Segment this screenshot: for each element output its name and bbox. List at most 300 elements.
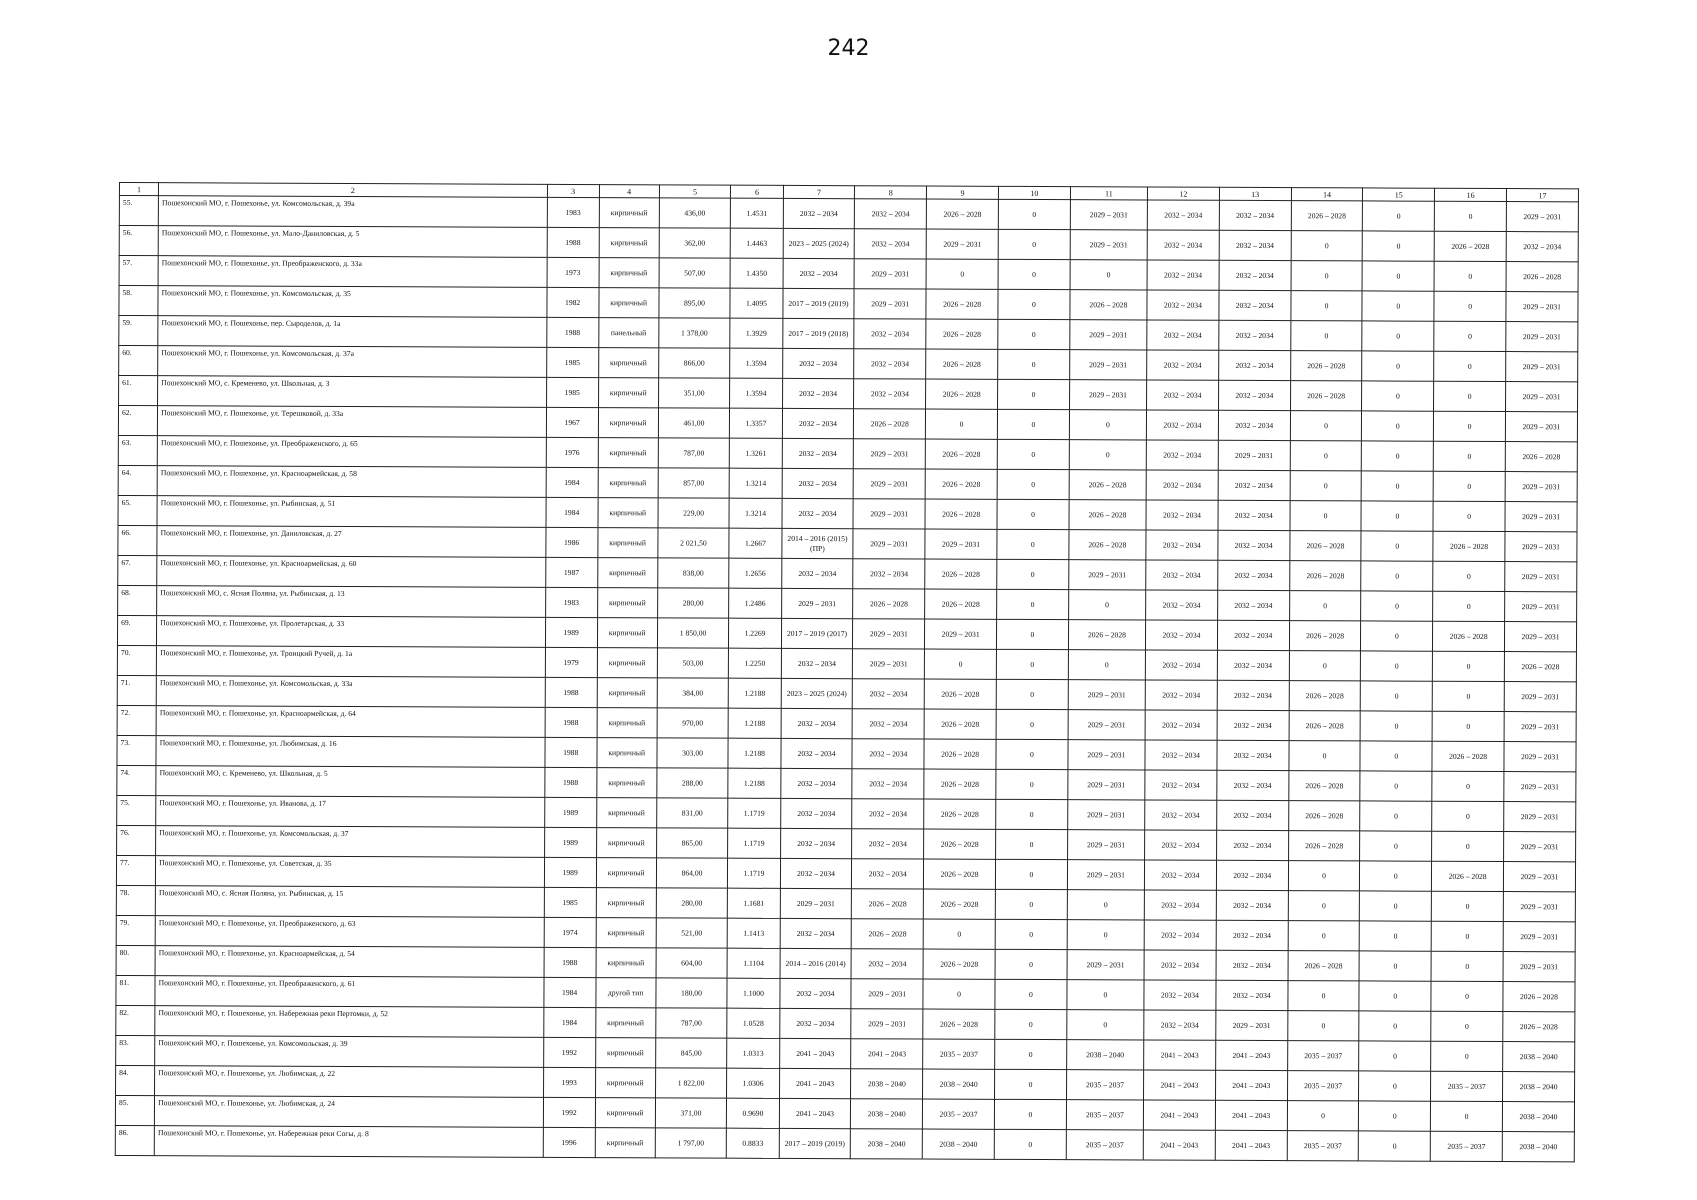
cell-index: 1.4463 xyxy=(731,228,783,258)
cell-period-col-11: 2029 – 2031 xyxy=(1068,710,1145,740)
cell-period-col-14: 0 xyxy=(1288,921,1360,951)
cell-period-col-11: 2038 – 2040 xyxy=(1066,1040,1143,1070)
cell-period-col-12: 2032 – 2034 xyxy=(1146,620,1218,650)
cell-period-col-12: 2032 – 2034 xyxy=(1147,380,1219,410)
cell-period-col-9: 2026 – 2028 xyxy=(925,439,997,469)
cell-period-col-17: 2038 – 2040 xyxy=(1502,1132,1574,1162)
cell-period-col-10: 0 xyxy=(997,469,1069,499)
cell-period-col-16: 0 xyxy=(1431,921,1503,951)
cell-row-number: 59. xyxy=(119,316,158,346)
cell-period-col-7: 2032 – 2034 xyxy=(780,978,852,1008)
cell-period-col-10: 0 xyxy=(995,859,1067,889)
cell-period-col-12: 2032 – 2034 xyxy=(1144,950,1216,980)
cell-index: 1.0528 xyxy=(727,1008,779,1038)
cell-period-col-8: 2032 – 2034 xyxy=(852,829,924,859)
cell-period-col-15: 0 xyxy=(1362,291,1434,321)
cell-row-number: 55. xyxy=(119,196,158,226)
cell-year-built: 1996 xyxy=(543,1127,595,1157)
cell-period-col-10: 0 xyxy=(996,769,1068,799)
cell-period-col-8: 2029 – 2031 xyxy=(851,979,923,1009)
cell-year-built: 1983 xyxy=(547,197,599,227)
cell-area: 280,00 xyxy=(657,588,729,618)
cell-period-col-15: 0 xyxy=(1359,951,1431,981)
cell-address: Пошехонский МО, г. Пошехонье, ул. Преображенского, д. 65 xyxy=(157,436,546,468)
cell-area: 303,00 xyxy=(657,738,729,768)
cell-address: Пошехонский МО, с. Кременево, ул. Школьная, д. 3 xyxy=(158,376,547,408)
cell-year-built: 1985 xyxy=(546,347,598,377)
cell-period-col-8: 2029 – 2031 xyxy=(854,469,926,499)
cell-period-col-14: 2026 – 2028 xyxy=(1289,711,1361,741)
cell-index: 1.2188 xyxy=(728,768,780,798)
cell-period-col-15: 0 xyxy=(1360,921,1432,951)
cell-period-col-16: 0 xyxy=(1433,441,1505,471)
cell-period-col-15: 0 xyxy=(1362,351,1434,381)
cell-area: 371,00 xyxy=(655,1098,727,1128)
cell-row-number: 71. xyxy=(117,675,156,705)
cell-index: 1.2188 xyxy=(729,678,781,708)
cell-period-col-12: 2032 – 2034 xyxy=(1146,440,1218,470)
cell-period-col-7: 2014 – 2016 (2014) xyxy=(780,948,852,978)
cell-period-col-14: 2026 – 2028 xyxy=(1290,351,1362,381)
cell-period-col-13: 2032 – 2034 xyxy=(1219,260,1291,290)
cell-row-number: 83. xyxy=(116,1035,155,1065)
cell-period-col-13: 2032 – 2034 xyxy=(1218,500,1290,530)
cell-wall-material: кирпичный xyxy=(595,1128,655,1158)
cell-year-built: 1974 xyxy=(544,917,596,947)
cell-index: 1.1000 xyxy=(727,978,779,1008)
cell-period-col-13: 2032 – 2034 xyxy=(1219,200,1291,230)
cell-period-col-14: 2035 – 2037 xyxy=(1287,1071,1359,1101)
cell-row-number: 62. xyxy=(118,406,157,436)
cell-period-col-11: 0 xyxy=(1067,920,1144,950)
cell-area: 180,00 xyxy=(656,978,728,1008)
cell-period-col-15: 0 xyxy=(1362,381,1434,411)
cell-period-col-14: 0 xyxy=(1291,291,1363,321)
cell-period-col-13: 2032 – 2034 xyxy=(1217,620,1289,650)
cell-address: Пошехонский МО, г. Пошехонье, ул. Красноармейская, д. 64 xyxy=(156,706,545,738)
cell-period-col-8: 2032 – 2034 xyxy=(853,559,925,589)
cell-period-col-13: 2032 – 2034 xyxy=(1219,320,1291,350)
cell-index: 1.1681 xyxy=(728,888,780,918)
cell-period-col-10: 0 xyxy=(995,889,1067,919)
cell-wall-material: кирпичный xyxy=(596,828,656,858)
cell-period-col-10: 0 xyxy=(995,949,1067,979)
cell-period-col-16: 0 xyxy=(1434,291,1506,321)
cell-period-col-16: 2026 – 2028 xyxy=(1432,861,1504,891)
cell-row-number: 56. xyxy=(119,226,158,256)
cell-period-col-12: 2032 – 2034 xyxy=(1144,860,1216,890)
cell-period-col-8: 2026 – 2028 xyxy=(853,589,925,619)
cell-period-col-7: 2029 – 2031 xyxy=(780,888,852,918)
cell-period-col-13: 2029 – 2031 xyxy=(1218,440,1290,470)
cell-period-col-10: 0 xyxy=(996,829,1068,859)
cell-period-col-7: 2032 – 2034 xyxy=(782,498,854,528)
cell-wall-material: кирпичный xyxy=(596,1008,656,1038)
cell-year-built: 1988 xyxy=(545,707,597,737)
cell-year-built: 1992 xyxy=(543,1037,595,1067)
cell-year-built: 1989 xyxy=(544,827,596,857)
cell-period-col-15: 0 xyxy=(1363,201,1435,231)
cell-period-col-17: 2029 – 2031 xyxy=(1504,742,1576,772)
cell-period-col-17: 2038 – 2040 xyxy=(1503,1072,1575,1102)
column-header-8: 8 xyxy=(855,186,927,199)
cell-period-col-11: 2029 – 2031 xyxy=(1069,560,1146,590)
cell-year-built: 1985 xyxy=(544,887,596,917)
cell-period-col-12: 2032 – 2034 xyxy=(1145,830,1217,860)
cell-year-built: 1993 xyxy=(543,1067,595,1097)
cell-period-col-9: 2026 – 2028 xyxy=(924,709,996,739)
cell-year-built: 1967 xyxy=(546,407,598,437)
cell-area: 436,00 xyxy=(659,198,731,228)
cell-row-number: 65. xyxy=(118,495,157,525)
cell-period-col-13: 2041 – 2043 xyxy=(1215,1040,1287,1070)
cell-period-col-8: 2032 – 2034 xyxy=(852,859,924,889)
cell-period-col-9: 2035 – 2037 xyxy=(923,1099,995,1129)
cell-index: 1.4095 xyxy=(730,288,782,318)
cell-period-col-7: 2017 – 2019 (2019) xyxy=(783,288,855,318)
cell-wall-material: кирпичный xyxy=(596,948,656,978)
cell-period-col-11: 2029 – 2031 xyxy=(1069,380,1146,410)
cell-period-col-8: 2032 – 2034 xyxy=(851,949,923,979)
column-header-14: 14 xyxy=(1291,188,1363,201)
cell-index: 0.8833 xyxy=(727,1128,779,1158)
cell-area: 970,00 xyxy=(657,708,729,738)
column-header-3: 3 xyxy=(547,184,599,197)
cell-period-col-10: 0 xyxy=(996,649,1068,679)
cell-period-col-12: 2032 – 2034 xyxy=(1144,1010,1216,1040)
cell-period-col-12: 2032 – 2034 xyxy=(1144,980,1216,1010)
cell-period-col-15: 0 xyxy=(1361,651,1433,681)
cell-period-col-9: 2026 – 2028 xyxy=(925,559,997,589)
cell-period-col-17: 2029 – 2031 xyxy=(1504,682,1576,712)
cell-period-col-8: 2032 – 2034 xyxy=(854,349,926,379)
cell-year-built: 1988 xyxy=(547,227,599,257)
cell-period-col-16: 0 xyxy=(1432,771,1504,801)
cell-wall-material: кирпичный xyxy=(595,1098,655,1128)
cell-address: Пошехонский МО, г. Пошехонье, ул. Советская, д. 35 xyxy=(156,856,545,888)
cell-period-col-10: 0 xyxy=(996,619,1068,649)
cell-period-col-13: 2032 – 2034 xyxy=(1216,980,1288,1010)
cell-year-built: 1988 xyxy=(544,947,596,977)
cell-wall-material: кирпичный xyxy=(599,288,659,318)
cell-index: 1.4350 xyxy=(730,258,782,288)
cell-period-col-9: 0 xyxy=(926,259,998,289)
cell-period-col-12: 2032 – 2034 xyxy=(1145,770,1217,800)
cell-index: 1.2656 xyxy=(729,558,781,588)
cell-period-col-11: 2029 – 2031 xyxy=(1067,860,1144,890)
cell-period-col-13: 2032 – 2034 xyxy=(1216,890,1288,920)
cell-area: 461,00 xyxy=(658,408,730,438)
cell-period-col-12: 2032 – 2034 xyxy=(1147,200,1219,230)
cell-period-col-9: 2026 – 2028 xyxy=(924,739,996,769)
cell-row-number: 60. xyxy=(119,346,158,376)
cell-period-col-8: 2026 – 2028 xyxy=(854,409,926,439)
cell-period-col-14: 0 xyxy=(1291,231,1363,261)
cell-year-built: 1987 xyxy=(545,557,597,587)
cell-row-number: 68. xyxy=(118,585,157,615)
cell-period-col-15: 0 xyxy=(1362,441,1434,471)
cell-period-col-8: 2032 – 2034 xyxy=(852,799,924,829)
cell-period-col-13: 2032 – 2034 xyxy=(1218,350,1290,380)
cell-period-col-10: 0 xyxy=(997,589,1069,619)
cell-period-col-9: 2026 – 2028 xyxy=(923,949,995,979)
cell-period-col-10: 0 xyxy=(995,919,1067,949)
cell-period-col-15: 0 xyxy=(1361,561,1433,591)
cell-address: Пошехонский МО, г. Пошехонье, ул. Пролетарская, д. 33 xyxy=(157,616,546,648)
cell-period-col-10: 0 xyxy=(995,979,1067,1009)
cell-period-col-14: 2026 – 2028 xyxy=(1289,621,1361,651)
cell-period-col-15: 0 xyxy=(1361,501,1433,531)
cell-address: Пошехонский МО, г. Пошехонье, ул. Преображенского, д. 63 xyxy=(155,916,544,948)
cell-area: 503,00 xyxy=(657,648,729,678)
cell-period-col-15: 0 xyxy=(1359,1011,1431,1041)
cell-row-number: 77. xyxy=(116,855,155,885)
cell-period-col-11: 2029 – 2031 xyxy=(1069,350,1146,380)
cell-period-col-11: 2026 – 2028 xyxy=(1069,470,1146,500)
column-header-15: 15 xyxy=(1363,188,1435,201)
cell-wall-material: кирпичный xyxy=(599,228,659,258)
cell-period-col-14: 0 xyxy=(1288,861,1360,891)
cell-period-col-14: 0 xyxy=(1289,741,1361,771)
cell-index: 1.1719 xyxy=(728,798,780,828)
cell-index: 1.4531 xyxy=(731,198,783,228)
cell-period-col-7: 2032 – 2034 xyxy=(782,438,854,468)
cell-address: Пошехонский МО, г. Пошехонье, ул. Мало-Даниловская, д. 5 xyxy=(158,226,547,258)
cell-year-built: 1988 xyxy=(544,767,596,797)
cell-period-col-16: 2035 – 2037 xyxy=(1430,1131,1502,1161)
cell-period-col-11: 0 xyxy=(1067,980,1144,1010)
cell-period-col-11: 2029 – 2031 xyxy=(1068,770,1145,800)
cell-period-col-15: 0 xyxy=(1361,591,1433,621)
cell-period-col-12: 2032 – 2034 xyxy=(1146,590,1218,620)
cell-period-col-11: 2026 – 2028 xyxy=(1068,620,1145,650)
cell-address: Пошехонский МО, г. Пошехонье, ул. Троицкий Ручей, д. 1а xyxy=(157,646,546,678)
cell-year-built: 1984 xyxy=(546,467,598,497)
cell-area: 280,00 xyxy=(656,888,728,918)
cell-wall-material: кирпичный xyxy=(598,378,658,408)
cell-year-built: 1988 xyxy=(546,317,598,347)
houses-table xyxy=(115,182,1579,1162)
cell-area: 866,00 xyxy=(658,348,730,378)
cell-period-col-15: 0 xyxy=(1360,801,1432,831)
cell-period-col-7: 2017 – 2019 (2019) xyxy=(779,1128,851,1158)
cell-year-built: 1976 xyxy=(546,437,598,467)
table-body xyxy=(115,196,1578,1162)
cell-address: Пошехонский МО, г. Пошехонье, ул. Любимская, д. 24 xyxy=(155,1096,544,1128)
cell-wall-material: кирпичный xyxy=(596,858,656,888)
cell-area: 362,00 xyxy=(659,228,731,258)
cell-row-number: 69. xyxy=(117,615,156,645)
cell-wall-material: панельный xyxy=(599,318,659,348)
cell-period-col-14: 0 xyxy=(1287,1101,1359,1131)
cell-area: 288,00 xyxy=(656,768,728,798)
cell-period-col-8: 2029 – 2031 xyxy=(854,259,926,289)
column-header-6: 6 xyxy=(731,185,783,198)
cell-period-col-11: 0 xyxy=(1070,260,1147,290)
cell-area: 507,00 xyxy=(659,258,731,288)
column-header-17: 17 xyxy=(1506,189,1578,202)
cell-period-col-8: 2029 – 2031 xyxy=(851,1009,923,1039)
cell-period-col-15: 0 xyxy=(1359,1041,1431,1071)
cell-address: Пошехонский МО, с. Кременево, ул. Школьная, д. 5 xyxy=(156,766,545,798)
cell-period-col-8: 2038 – 2040 xyxy=(851,1129,923,1159)
cell-row-number: 75. xyxy=(117,795,156,825)
cell-period-col-7: 2032 – 2034 xyxy=(782,408,854,438)
cell-address: Пошехонский МО, г. Пошехонье, ул. Преображенского, д. 61 xyxy=(155,976,544,1008)
cell-period-col-16: 2026 – 2028 xyxy=(1434,231,1506,261)
cell-period-col-17: 2029 – 2031 xyxy=(1505,592,1577,622)
cell-period-col-11: 2029 – 2031 xyxy=(1068,680,1145,710)
cell-address: Пошехонский МО, г. Пошехонье, ул. Красноармейская, д. 60 xyxy=(157,556,546,588)
cell-period-col-9: 2026 – 2028 xyxy=(924,769,996,799)
cell-index: 1.1719 xyxy=(728,858,780,888)
cell-index: 1.3594 xyxy=(730,378,782,408)
cell-period-col-15: 0 xyxy=(1361,681,1433,711)
cell-period-col-13: 2032 – 2034 xyxy=(1218,560,1290,590)
cell-period-col-13: 2032 – 2034 xyxy=(1218,530,1290,560)
cell-period-col-9: 2029 – 2031 xyxy=(925,619,997,649)
cell-period-col-9: 2026 – 2028 xyxy=(927,199,999,229)
cell-address: Пошехонский МО, г. Пошехонье, ул. Красноармейская, д. 54 xyxy=(155,946,544,978)
cell-period-col-17: 2038 – 2040 xyxy=(1502,1102,1574,1132)
cell-period-col-17: 2029 – 2031 xyxy=(1504,772,1576,802)
cell-period-col-9: 2026 – 2028 xyxy=(926,289,998,319)
cell-row-number: 80. xyxy=(116,945,155,975)
cell-period-col-9: 2035 – 2037 xyxy=(923,1039,995,1069)
cell-period-col-8: 2032 – 2034 xyxy=(852,769,924,799)
cell-period-col-8: 2032 – 2034 xyxy=(855,199,927,229)
cell-period-col-8: 2032 – 2034 xyxy=(854,319,926,349)
cell-row-number: 63. xyxy=(118,435,157,465)
cell-period-col-8: 2029 – 2031 xyxy=(853,529,925,559)
cell-period-col-10: 0 xyxy=(997,529,1069,559)
cell-period-col-14: 0 xyxy=(1291,261,1363,291)
cell-area: 1 822,00 xyxy=(655,1068,727,1098)
cell-period-col-17: 2026 – 2028 xyxy=(1505,442,1577,472)
cell-address: Пошехонский МО, г. Пошехонье, ул. Комсомольская, д. 37 xyxy=(156,826,545,858)
cell-period-col-10: 0 xyxy=(998,319,1070,349)
cell-period-col-15: 0 xyxy=(1359,1101,1431,1131)
cell-year-built: 1988 xyxy=(545,677,597,707)
cell-address: Пошехонский МО, г. Пошехонье, ул. Комсомольская, д. 35 xyxy=(158,286,547,318)
cell-period-col-11: 0 xyxy=(1068,650,1145,680)
cell-period-col-15: 0 xyxy=(1360,831,1432,861)
cell-period-col-9: 2038 – 2040 xyxy=(923,1069,995,1099)
cell-period-col-10: 0 xyxy=(996,709,1068,739)
cell-period-col-10: 0 xyxy=(997,499,1069,529)
cell-wall-material: кирпичный xyxy=(597,648,657,678)
cell-period-col-12: 2041 – 2043 xyxy=(1144,1040,1216,1070)
table-row xyxy=(115,1125,1574,1161)
cell-period-col-13: 2032 – 2034 xyxy=(1217,650,1289,680)
cell-period-col-17: 2029 – 2031 xyxy=(1504,622,1576,652)
cell-period-col-16: 0 xyxy=(1431,1041,1503,1071)
cell-period-col-8: 2041 – 2043 xyxy=(851,1039,923,1069)
cell-period-col-7: 2017 – 2019 (2018) xyxy=(782,318,854,348)
cell-period-col-17: 2026 – 2028 xyxy=(1506,262,1578,292)
cell-period-col-15: 0 xyxy=(1363,231,1435,261)
cell-index: 1.2667 xyxy=(729,528,781,558)
cell-period-col-13: 2041 – 2043 xyxy=(1215,1070,1287,1100)
cell-period-col-12: 2032 – 2034 xyxy=(1147,260,1219,290)
cell-period-col-17: 2029 – 2031 xyxy=(1504,832,1576,862)
cell-period-col-16: 0 xyxy=(1431,1101,1503,1131)
cell-period-col-13: 2041 – 2043 xyxy=(1215,1100,1287,1130)
cell-address: Пошехонский МО, г. Пошехонье, ул. Иванова, д. 17 xyxy=(156,796,545,828)
cell-period-col-12: 2032 – 2034 xyxy=(1146,500,1218,530)
cell-period-col-13: 2032 – 2034 xyxy=(1217,680,1289,710)
cell-area: 787,00 xyxy=(655,1008,727,1038)
cell-period-col-10: 0 xyxy=(998,199,1070,229)
cell-index: 1.3357 xyxy=(730,408,782,438)
cell-period-col-10: 0 xyxy=(998,259,1070,289)
cell-period-col-8: 2038 – 2040 xyxy=(851,1099,923,1129)
cell-year-built: 1986 xyxy=(545,527,597,557)
cell-period-col-16: 0 xyxy=(1431,951,1503,981)
cell-period-col-8: 2038 – 2040 xyxy=(851,1069,923,1099)
cell-row-number: 73. xyxy=(117,735,156,765)
cell-row-number: 57. xyxy=(119,256,158,286)
cell-period-col-12: 2032 – 2034 xyxy=(1147,320,1219,350)
cell-address: Пошехонский МО, г. Пошехонье, ул. Комсомольская, д. 39 xyxy=(155,1036,544,1068)
cell-period-col-12: 2032 – 2034 xyxy=(1147,350,1219,380)
cell-period-col-16: 2035 – 2037 xyxy=(1431,1071,1503,1101)
cell-row-number: 86. xyxy=(115,1125,154,1155)
cell-period-col-11: 2026 – 2028 xyxy=(1070,290,1147,320)
column-header-16: 16 xyxy=(1435,188,1507,201)
cell-index: 1.2188 xyxy=(728,738,780,768)
cell-period-col-11: 2029 – 2031 xyxy=(1070,320,1147,350)
cell-period-col-17: 2029 – 2031 xyxy=(1505,502,1577,532)
cell-period-col-12: 2032 – 2034 xyxy=(1146,410,1218,440)
cell-period-col-15: 0 xyxy=(1362,261,1434,291)
cell-period-col-12: 2032 – 2034 xyxy=(1145,650,1217,680)
cell-wall-material: кирпичный xyxy=(596,918,656,948)
cell-period-col-11: 2029 – 2031 xyxy=(1067,950,1144,980)
cell-row-number: 78. xyxy=(116,885,155,915)
cell-period-col-14: 0 xyxy=(1288,891,1360,921)
cell-period-col-7: 2041 – 2043 xyxy=(779,1068,851,1098)
cell-period-col-12: 2032 – 2034 xyxy=(1147,230,1219,260)
cell-index: 1.3214 xyxy=(729,498,781,528)
cell-period-col-16: 0 xyxy=(1434,381,1506,411)
cell-period-col-10: 0 xyxy=(998,379,1070,409)
cell-year-built: 1979 xyxy=(545,647,597,677)
column-header-4: 4 xyxy=(599,185,659,198)
cell-period-col-13: 2032 – 2034 xyxy=(1217,800,1289,830)
cell-period-col-10: 0 xyxy=(998,229,1070,259)
cell-period-col-13: 2032 – 2034 xyxy=(1216,950,1288,980)
cell-period-col-16: 2026 – 2028 xyxy=(1433,621,1505,651)
cell-period-col-8: 2029 – 2031 xyxy=(853,499,925,529)
cell-period-col-7: 2032 – 2034 xyxy=(782,348,854,378)
cell-address: Пошехонский МО, г. Пошехонье, ул. Комсомольская, д. 33а xyxy=(156,676,545,708)
cell-period-col-12: 2032 – 2034 xyxy=(1145,740,1217,770)
cell-row-number: 67. xyxy=(118,555,157,585)
cell-index: 1.3261 xyxy=(730,438,782,468)
cell-period-col-11: 2029 – 2031 xyxy=(1070,200,1147,230)
cell-period-col-13: 2032 – 2034 xyxy=(1217,770,1289,800)
cell-period-col-9: 2026 – 2028 xyxy=(925,589,997,619)
cell-area: 1 850,00 xyxy=(657,618,729,648)
cell-period-col-15: 0 xyxy=(1360,861,1432,891)
cell-period-col-8: 2032 – 2034 xyxy=(853,679,925,709)
cell-period-col-16: 2026 – 2028 xyxy=(1433,531,1505,561)
cell-row-number: 64. xyxy=(118,465,157,495)
cell-period-col-16: 2026 – 2028 xyxy=(1432,741,1504,771)
cell-period-col-9: 0 xyxy=(926,409,998,439)
cell-index: 1.2486 xyxy=(729,588,781,618)
